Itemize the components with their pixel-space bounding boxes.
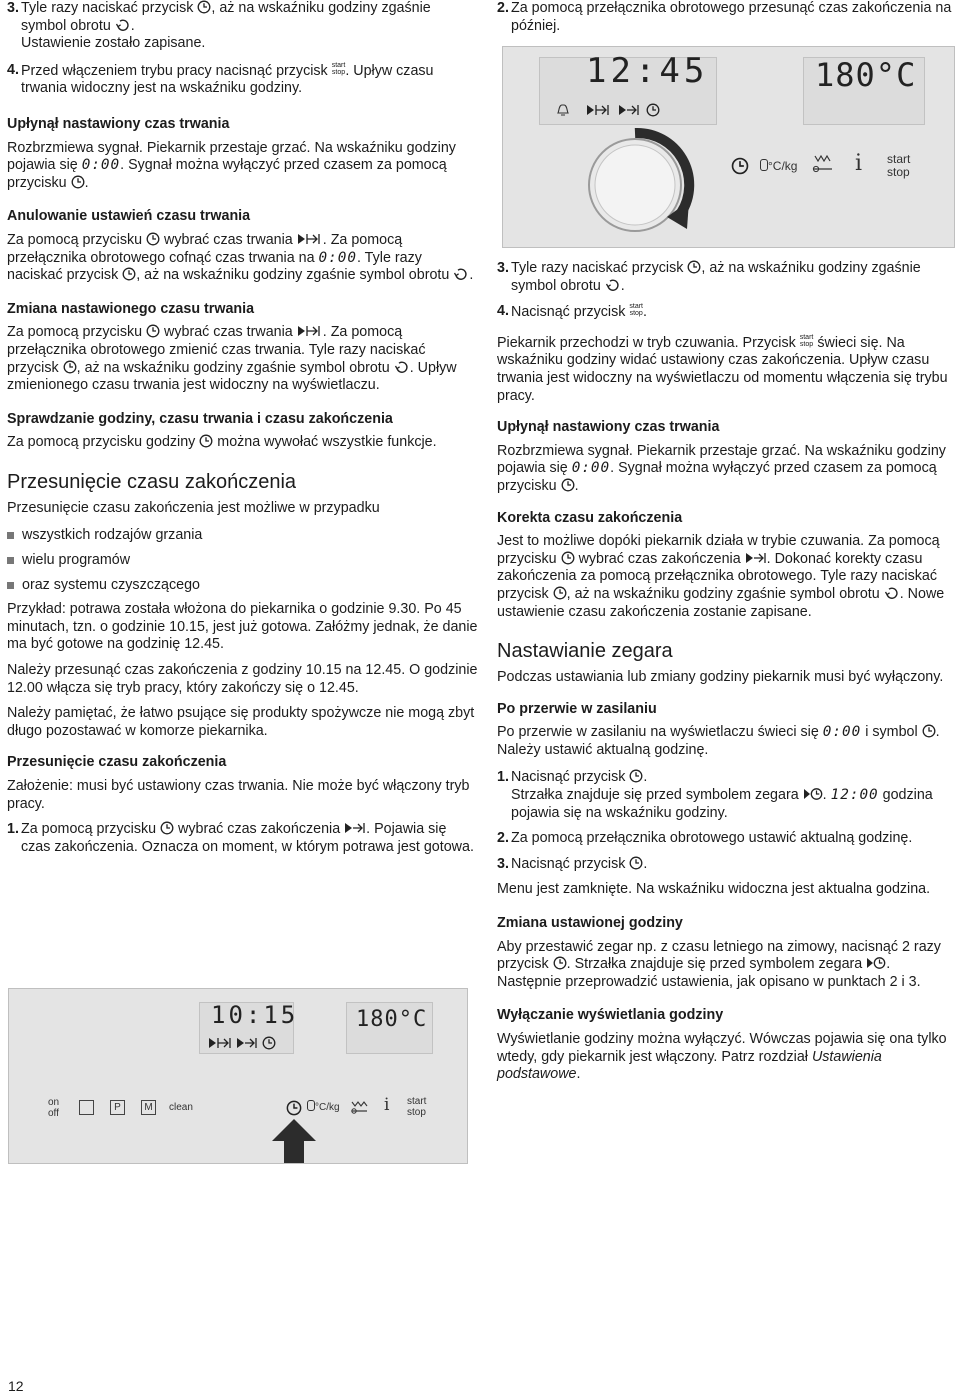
text: Nacisnąć przycisk [511,304,626,321]
text: i symbol [865,724,918,741]
text: Aby przestawić zegar np. z czasu letniego na zimowy, nacisnąć 2 razy przycisk [497,938,941,973]
start-label: start [331,61,346,69]
text: . [643,855,648,872]
step-number: 1. [7,821,19,838]
text: . [620,277,625,294]
clock-icon [63,360,77,374]
heading-cancel: Anulowanie ustawień czasu trwania [7,208,251,225]
left-column [7,0,479,864]
chapter-reference: Ustawienia podstawowe [497,1048,882,1083]
step-2-right [497,0,955,35]
step-3-right [497,260,955,295]
text: Za pomocą przycisku [7,231,143,248]
clock-display-time: 10:15 [211,1001,299,1029]
clean-label: clean [169,1102,193,1113]
page-number: 12 [8,1378,24,1394]
text: . [822,787,827,804]
step-number: 2. [497,0,509,16]
info-button[interactable] [855,153,862,175]
clock-icon [197,0,211,14]
step-number: 3. [7,0,19,16]
step-text: . [130,17,135,34]
clock-icon [199,434,213,448]
step-1-left [7,821,479,856]
text: Rozbrzmiewa sygnał. Piekarnik przestaje grzać. Na wskaźniku godziny pojawia się [497,442,946,477]
step-4-right [497,303,955,322]
heading-shift-end-time: Przesunięcie czasu zakończenia [7,470,297,493]
stop-label: stop [331,68,346,76]
start-label: start [407,1096,427,1107]
paragraph-assumption: Założenie: musi być ustawiony czas trwania. Nie może być włączony tryb pracy. [7,778,470,812]
step-text: Przed włączeniem trybu pracy nacisnąć przycisk [21,62,328,79]
step-text: Tyle razy naciskać przycisk [21,0,194,16]
clock-icon [629,856,643,870]
step-text: , aż na wskaźniku godziny zgaśnie symbol obrotu [21,0,431,34]
arrow-clock-icon [803,787,823,801]
duration-icon [297,232,323,246]
start-stop-button[interactable] [887,153,910,179]
text: . [469,267,474,284]
segment-zero-time: 0:00 [822,724,862,741]
step-4-left [7,62,479,98]
temperature-display [346,1002,433,1054]
clock-icon [146,324,160,338]
step-number: 4. [497,303,509,320]
list-item: wielu programów [7,552,479,570]
clock-icon [922,724,936,738]
clock-icon [629,769,643,783]
text: . Upływ zmienionego czasu trwania jest widoczny na wyświetlaczu. [7,359,457,394]
text: Tyle razy naciskać przycisk [511,260,684,276]
text: wybrać czas trwania [164,324,293,341]
list-item: wszystkich rodzajów grzania [7,527,479,545]
meat-probe-icon[interactable] [350,1099,370,1115]
text: , aż na wskaźniku godziny zgaśnie symbol obrotu [76,359,390,376]
text: . [574,477,579,494]
clean-button[interactable] [169,1102,193,1113]
text: . [84,174,89,191]
rotation-icon [453,267,469,281]
text: . Sygnał można wyłączyć przed czasem za pomocą przycisku [7,157,447,191]
temperature-display [803,57,925,125]
text: . [643,304,647,321]
text: Nacisnąć przycisk [511,769,626,786]
text: można wywołać wszystkie funkcje. [217,434,437,451]
clock-step-2 [497,830,955,848]
heading-change: Zmiana nastawionego czasu trwania [7,300,255,317]
text: Strzałka znajduje się przed symbolem zegara [511,787,799,804]
alarm-bell-icon [558,105,568,115]
text: Po przerwie w zasilaniu na wyświetlaczu świeci się [497,724,819,741]
stop-label: stop [799,340,814,348]
info-label: i [384,1095,390,1115]
clock-icon [122,267,136,281]
right-column-continued [497,260,955,1092]
rotary-knob[interactable] [563,125,733,247]
text: wybrać czas zakończenia [178,821,341,838]
text: , aż na wskaźniku godziny zgaśnie symbol obrotu [136,267,450,284]
paragraph-set-clock: Podczas ustawiania lub zmiany godziny piekarnik musi być wyłączony. [497,669,944,686]
start-stop-button[interactable] [407,1096,426,1118]
step-number: 3. [497,855,509,872]
right-column [497,0,955,43]
memory-button[interactable] [141,1100,156,1115]
clock-icon [146,232,160,246]
program-button[interactable] [110,1100,125,1115]
heading-check: Sprawdzanie godziny, czasu trwania i czasu zakończenia [7,410,393,427]
paragraph-example: Przykład: potrawa została włożona do piekarnika o godzinie 9.30. Po 45 minutach, tzn. o godzinie 10.15, jest już gotowa. Załóżmy jednak, że danie ma być gotowe na godzinię 12.45. [7,601,478,653]
text: Wyświetlanie godziny można wyłączyć. Wówczas pojawia się ona tylko wtedy, gdy piekarnik jest włączony. Patrz rozdział [497,1031,947,1065]
heading-shift-end-time-2: Przesunięcie czasu zakończenia [7,754,227,771]
clock-display-symbols [206,1036,290,1050]
paragraph-change-clock [497,939,955,992]
clock-icon [561,478,575,492]
heading-clock-off: Wyłączanie wyświetlania godziny [497,1007,724,1024]
paragraph-power-failure [497,724,955,759]
text: . Należy ustawić aktualną godzinę. [497,724,940,758]
rotation-icon [605,278,621,292]
heading-elapsed: Upłynął nastawiony czas trwania [497,419,720,436]
bullet-list [7,527,479,594]
info-button[interactable] [384,1097,389,1114]
paragraph-elapsed [497,443,955,496]
text: Za pomocą przycisku godziny [7,434,196,451]
end-time-icon [745,551,767,565]
text: Rozbrzmiewa sygnał. Piekarnik przestaje grzać. Na wskaźniku godziny pojawia się [7,139,456,174]
on-label: on [48,1097,60,1108]
paragraph-standby [497,334,955,405]
paragraph-correct [497,533,955,621]
text: , aż na wskaźniku godziny zgaśnie symbol obrotu [566,585,880,602]
heading-correct: Korekta czasu zakończenia [497,509,683,526]
step-text: . Upływ czasu trwania widoczny jest na wskaźniku godziny. [21,62,434,97]
text: wybrać czas zakończenia [578,550,741,567]
text: Nacisnąć przycisk [511,855,626,872]
start-stop-icon [332,62,346,76]
paragraph-check [7,434,479,452]
text: . Pojawia się czas zakończenia. Oznacza on moment, w którym potrawa jest gotowa. [21,821,474,855]
clock-step-3 [497,856,955,874]
text: . Strzałka znajduje się przed symbolem zegara [566,956,863,973]
start-stop-icon [800,334,814,348]
paragraph-shift-to: Należy przesunąć czas zakończenia z godziny 10.15 na 12.45. O godzinie 12.00 włącza się tryb pracy, który zakończy się o 12.45. [7,662,478,696]
text: Za pomocą przycisku [21,821,157,838]
clock-icon [71,175,85,189]
paragraph-change [7,324,479,394]
arrow-clock-icon [866,956,886,970]
text: . [576,1066,581,1083]
off-label: off [48,1108,59,1119]
temperature-icon [307,1100,315,1111]
step-text: Za pomocą przełącznika obrotowego przesunąć czas zakończenia na później. [511,0,952,34]
clock-display [539,51,717,125]
text: , aż na wskaźniku godziny zgaśnie symbol obrotu [511,260,921,294]
text: wybrać czas trwania [164,231,293,248]
rotation-icon [884,586,900,600]
paragraph-menu-closed: Menu jest zamknięte. Na wskaźniku widoczna jest aktualna godzina. [497,881,931,898]
clock-display-symbols [556,102,676,118]
stop-label: stop [629,310,643,318]
temperature-display-value: 180°C [356,1007,428,1032]
heading-elapsed: Upłynął nastawiony czas trwania [7,115,230,132]
paragraph-clock-off [497,1031,955,1084]
text: Za pomocą przycisku [7,324,143,341]
step-number: 2. [497,830,509,847]
text: . Dokonać korekty czasu zakończenia za pomocą przełącznika obrotowego. Tyle razy naciskać przycisk [497,550,937,602]
meat-probe-icon[interactable] [811,153,835,175]
paragraph-elapsed [7,140,479,193]
clock-display-time: 12:45 [586,51,709,91]
segment-zero-time: 0:00 [81,157,121,174]
stop-label: stop [407,1107,426,1118]
temperature-icon [760,159,768,171]
press-arrow-icon [270,1117,318,1165]
text: . Tyle razy naciskać przycisk [7,249,422,284]
text: . Za pomocą przełącznika obrotowego cofnąć czas trwania na [7,231,403,266]
text: . Następnie przeprowadzić ustawienia, jak opisano w punktach 2 i 3. [497,956,921,990]
text: świeci się. Na wskaźniku godziny widać ustawiony czas zakończenia. Upływ czasu trwania jest widoczny na wyświetlaczu od momentu włączenia się trybu pracy. [497,334,948,404]
start-label: start [887,152,911,166]
on-off-button[interactable] [48,1097,59,1119]
temperature-display-value: 180°C [815,56,917,94]
text: . Za pomocą przełącznika obrotowego zmienić czas trwania. Tyle razy naciskać przycisk [7,324,426,376]
clock-step-1 [497,769,955,822]
text: Piekarnik przechodzi w tryb czuwania. Przycisk [497,334,796,351]
step-text: Za pomocą przełącznika obrotowego ustawić aktualną godzinę. [511,830,913,847]
text: godzina pojawia się na wskaźniku godziny. [511,787,933,821]
memory-label: M [144,1102,153,1113]
info-label: i [855,151,863,176]
unit-label: °C/kg [315,1102,340,1113]
function-button-blank[interactable] [79,1100,94,1115]
clock-icon [561,551,575,565]
clock-icon [687,260,701,274]
step-3-left [7,0,479,53]
start-stop-icon [629,303,643,317]
text: . Sygnał można wyłączyć przed czasem za pomocą przycisku [497,460,937,494]
program-label: P [114,1102,121,1113]
rotation-icon [394,360,410,374]
heading-set-clock: Nastawianie zegara [497,640,673,663]
heading-change-clock: Zmiana ustawionej godziny [497,915,683,932]
oven-panel-figure-bottom [8,988,468,1164]
segment-zero-time: 0:00 [318,249,357,266]
paragraph-cancel [7,232,479,285]
step-number: 1. [497,769,509,786]
end-time-icon [344,821,366,835]
clock-icon [553,586,567,600]
start-label: start [799,333,814,341]
paragraph-warning: Należy pamiętać, że łatwo psujące się produkty spożywcze nie mogą zbyt długo pozostawać w komorze piekarnika. [7,705,475,739]
clock-icon [160,821,174,835]
unit-label: °C/kg [768,159,798,173]
stop-label: stop [887,165,910,179]
text: . Nowe ustawienie czasu zakończenia zostanie zapisane. [497,585,945,620]
temperature-weight-button[interactable] [760,159,797,173]
start-label: start [629,303,644,311]
clock-button-icon[interactable] [286,1100,302,1116]
step-number: 3. [497,260,509,276]
clock-button-icon[interactable] [731,157,749,175]
heading-power-failure: Po przerwie w zasilaniu [497,700,657,717]
oven-panel-figure-top [502,46,955,248]
clock-display [199,1001,299,1054]
paragraph-shift-intro: Przesunięcie czasu zakończenia jest możliwe w przypadku [7,499,380,516]
saved-note: Ustawienie zostało zapisane. [21,35,206,52]
list-item: oraz systemu czyszczącego [7,577,479,595]
text: . [643,769,648,786]
text: Jest to możliwe dopóki piekarnik działa w trybie czuwania. Za pomocą przycisku [497,533,940,567]
segment-zero-time: 0:00 [571,460,611,477]
rotation-icon [115,18,131,32]
temperature-weight-button[interactable] [307,1100,340,1113]
duration-icon [297,324,323,338]
clock-icon [553,956,567,970]
segment-twelve-time: 12:00 [830,787,879,804]
step-number: 4. [7,61,19,78]
